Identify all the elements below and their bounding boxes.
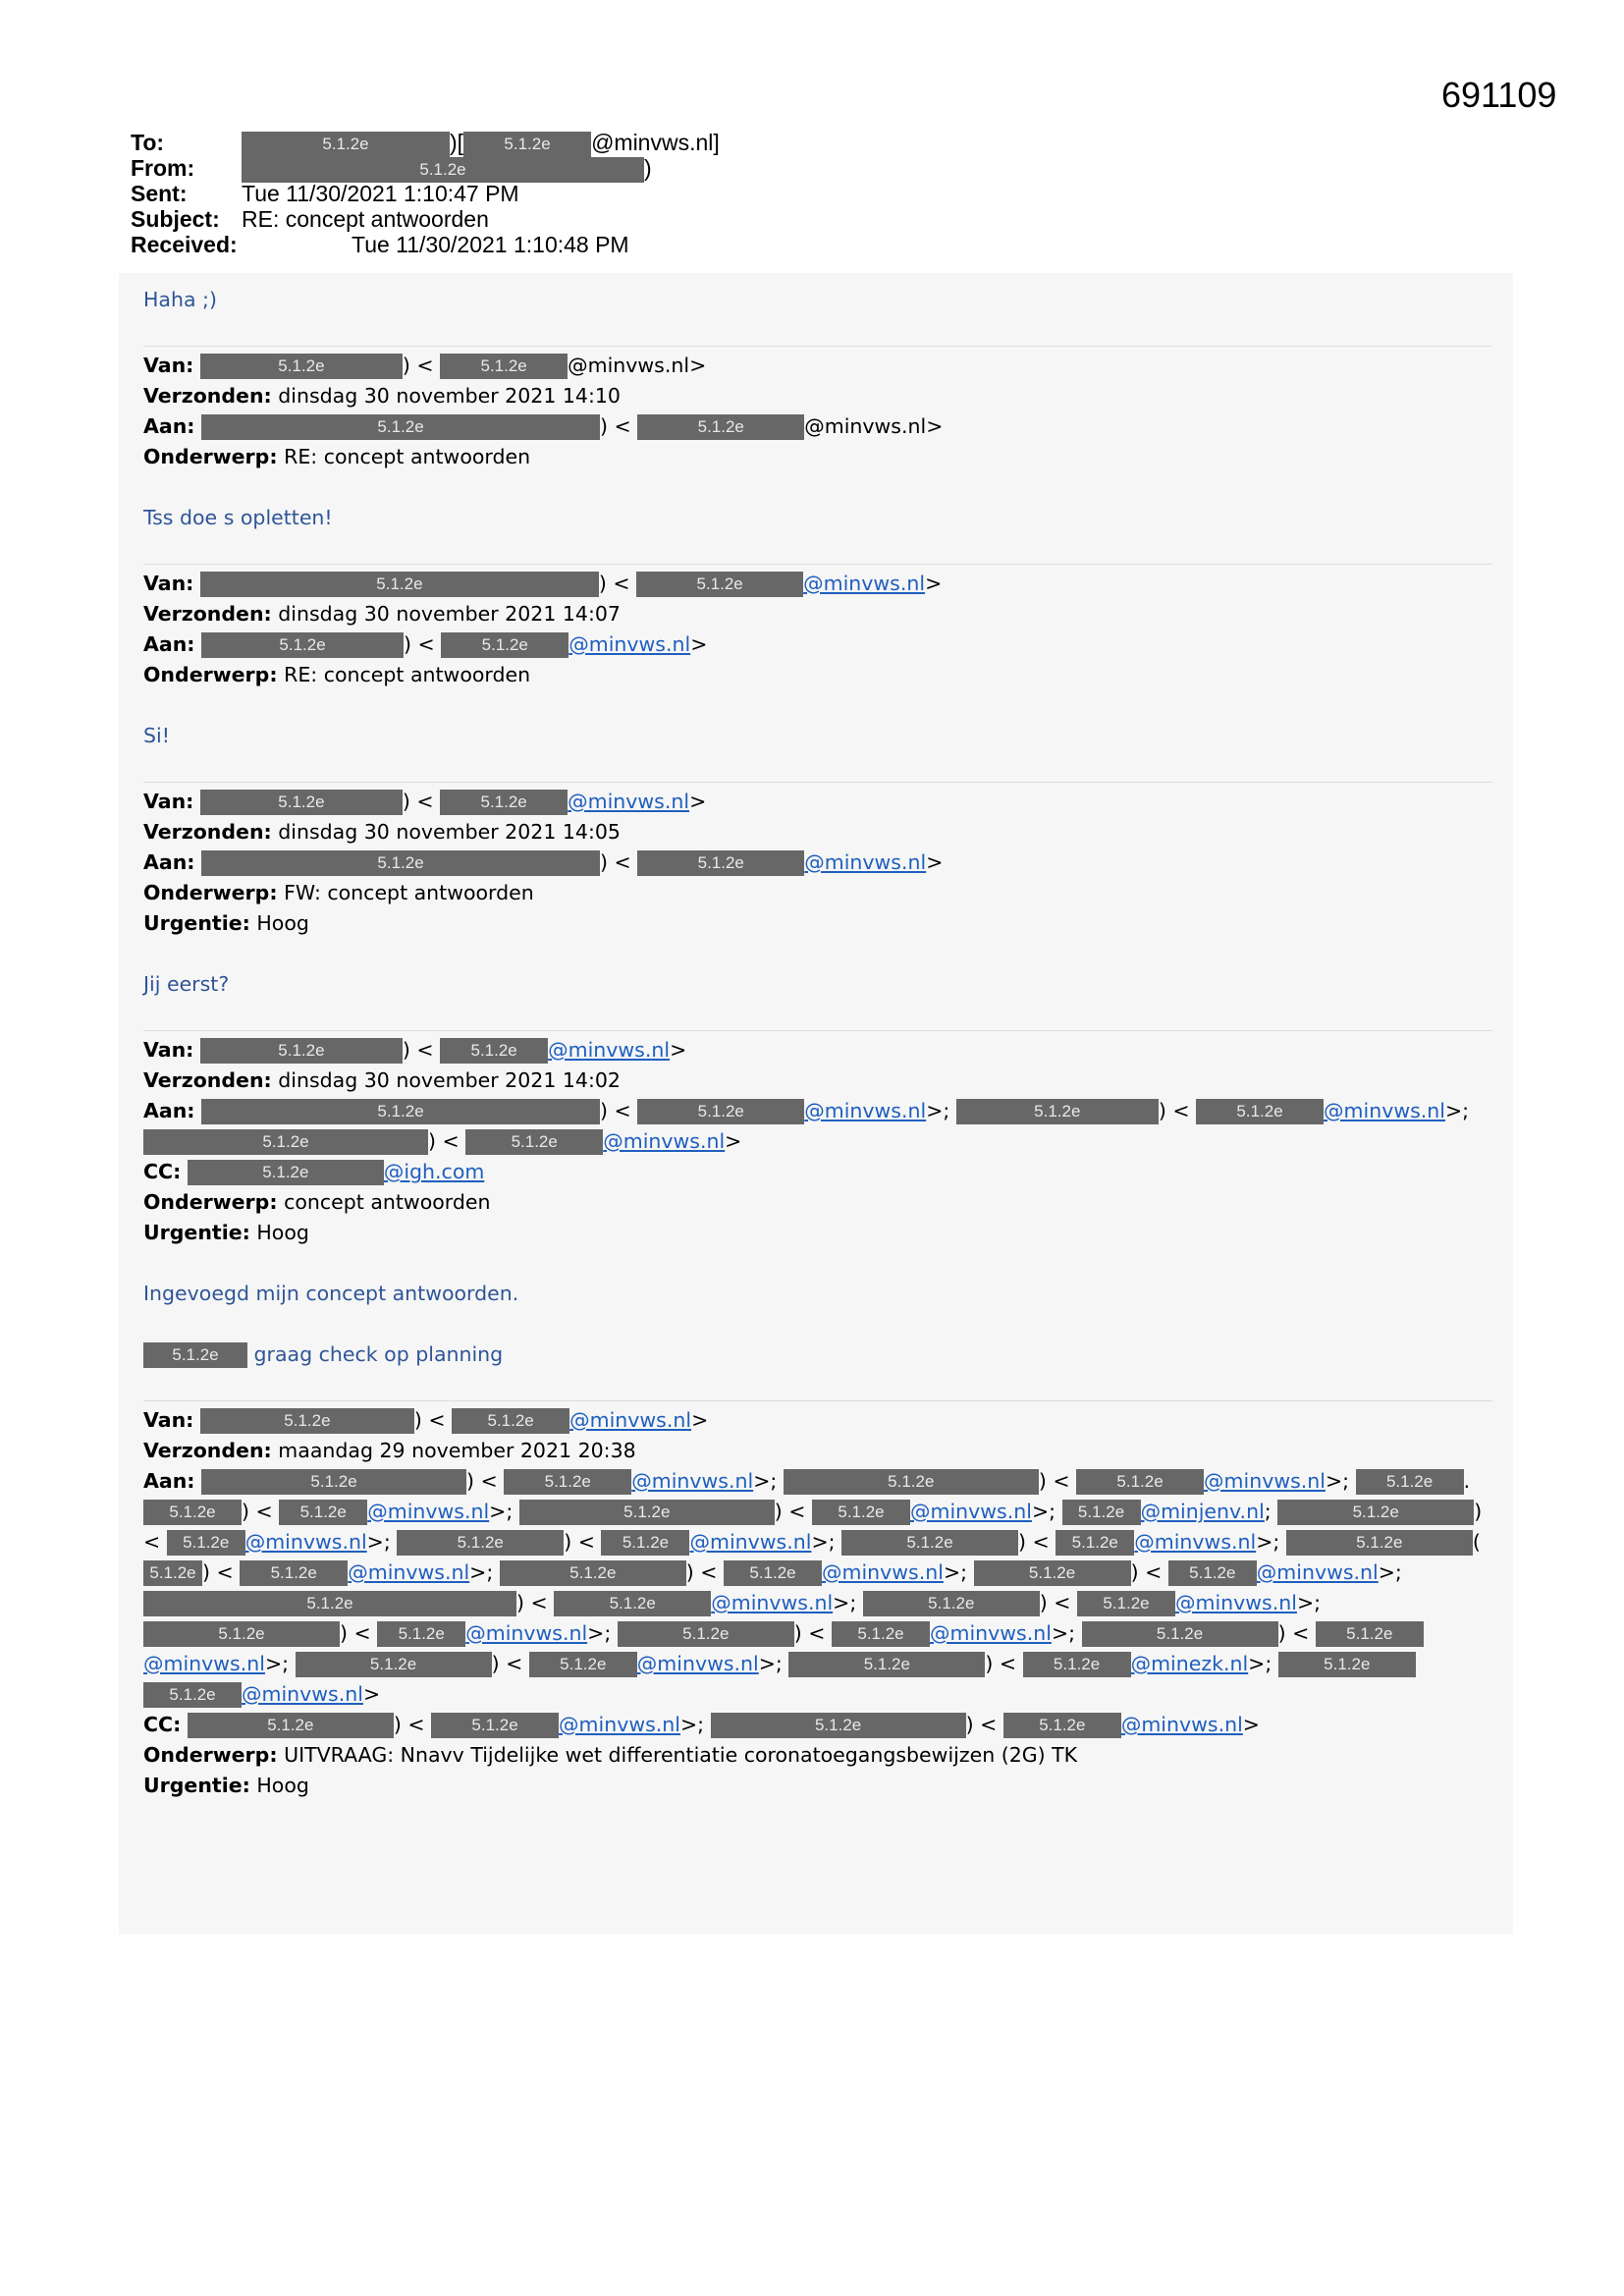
redaction: 5.1.2e: [529, 1652, 637, 1677]
redaction: 5.1.2e: [832, 1621, 930, 1647]
redaction: 5.1.2e: [788, 1652, 985, 1677]
redaction: 5.1.2e: [784, 1469, 1039, 1495]
redaction: 5.1.2e: [143, 1621, 340, 1647]
message-header: Van: 5.1.2e ) < 5.1.2e @minvws.nl> Verzonden: dinsdag 30 november 2021 14:07 Aan: 5.1.2e ) < 5.1.2e @minvws.nl> Onderwerp: RE: concept antwoorden: [143, 564, 1492, 690]
redaction: 5.1.2e: [143, 1500, 242, 1525]
redaction: 5.1.2e: [1278, 1652, 1416, 1677]
email-link[interactable]: @minvws.nl: [568, 790, 690, 813]
email-link[interactable]: @minvws.nl: [1256, 1560, 1379, 1584]
redaction: 5.1.2e: [463, 132, 591, 157]
redaction: 5.1.2e: [143, 1591, 516, 1616]
email-link[interactable]: @minvws.nl: [822, 1560, 944, 1584]
redaction: 5.1.2e: [1062, 1500, 1141, 1525]
redaction: 5.1.2e: [240, 1560, 348, 1586]
message-header: Van: 5.1.2e ) < 5.1.2e @minvws.nl> Verzonden: dinsdag 30 november 2021 14:10 Aan: 5.1.2e ) < 5.1.2e @minvws.nl> Onderwerp: RE: concept antwoorden: [143, 346, 1492, 472]
redaction: 5.1.2e: [637, 1099, 804, 1124]
redaction: 5.1.2e: [636, 572, 803, 597]
redaction: 5.1.2e: [452, 1408, 569, 1434]
message-body: Jij eerst?: [143, 972, 230, 996]
redaction: 5.1.2e: [242, 157, 644, 183]
redaction: 5.1.2e: [500, 1560, 686, 1586]
redaction: 5.1.2e: [201, 414, 600, 440]
redaction: 5.1.2e: [1056, 1530, 1134, 1556]
email-link[interactable]: @minezk.nl: [1130, 1652, 1249, 1675]
message-body: Ingevoegd mijn concept antwoorden.: [143, 1282, 519, 1305]
redaction: 5.1.2e: [1286, 1530, 1473, 1556]
redaction: 5.1.2e: [724, 1560, 822, 1586]
redaction: 5.1.2e: [440, 790, 568, 815]
redaction: 5.1.2e: [296, 1652, 492, 1677]
message-body: Tss doe s opletten!: [143, 506, 333, 529]
redaction: 5.1.2e: [711, 1713, 966, 1738]
redaction: 5.1.2e: [637, 850, 804, 876]
email-link[interactable]: @minvws.nl: [568, 632, 691, 656]
email-link[interactable]: @minvws.nl: [804, 1099, 927, 1122]
redaction: 5.1.2e: [201, 1099, 600, 1124]
email-link[interactable]: @minvws.nl: [1324, 1099, 1445, 1122]
redaction: 5.1.2e: [143, 1682, 242, 1708]
redaction: 5.1.2e: [143, 1560, 202, 1586]
redaction: 5.1.2e: [1168, 1560, 1257, 1586]
redaction: 5.1.2e: [377, 1621, 465, 1647]
redaction: 5.1.2e: [1316, 1621, 1424, 1647]
document-number: 691109: [1441, 75, 1557, 115]
email-link[interactable]: @minvws.nl: [603, 1129, 726, 1153]
email-link[interactable]: @minvws.nl: [1134, 1530, 1257, 1554]
redaction: 5.1.2e: [812, 1500, 910, 1525]
email-link[interactable]: @minvws.nl: [930, 1621, 1052, 1645]
email-link[interactable]: @minvws.nl: [689, 1530, 812, 1554]
email-link[interactable]: @minvws.nl: [242, 1682, 363, 1706]
redaction: 5.1.2e: [440, 354, 568, 379]
redaction: 5.1.2e: [1023, 1652, 1131, 1677]
redaction: 5.1.2e: [1356, 1469, 1464, 1495]
redaction: 5.1.2e: [441, 632, 568, 658]
redaction: 5.1.2e: [167, 1530, 245, 1556]
message-body-line: graag check op planning: [253, 1342, 504, 1366]
redaction: 5.1.2e: [863, 1591, 1040, 1616]
email-link[interactable]: @minvws.nl: [1175, 1591, 1297, 1614]
message-header: Van: 5.1.2e ) < 5.1.2e @minvws.nl> Verzonden: dinsdag 30 november 2021 14:02 Aan: 5.1.2e ) < 5.1.2e @minvws.nl>; 5.1.2e ) < 5.1.2e @minvws.nl>; 5.1.2e ) < 5.1.2e @minvws.nl> CC: 5.1.2e @igh.com Onderwerp: concept antwoorden Urgentie: Hoog: [143, 1030, 1492, 1248]
redaction: 5.1.2e: [554, 1591, 711, 1616]
message-header: Van: 5.1.2e ) < 5.1.2e @minvws.nl> Verzonden: maandag 29 november 2021 20:38 Aan: 5.1.2e ) < 5.1.2e @minvws.nl>; 5.1.2e ) < 5.1.2e @minvws.nl>; 5.1.2e . 5.1.2e ) < 5.1.2e @minvws.nl>; 5.1.2e ) < 5.1.2e @minvws.nl>; 5.1.2e @minjenv.nl; 5.1.2e ) < 5.1.2e @minvws.nl>; 5.1.2e ) < 5.1.2e @minvws.nl>; 5.1.2e ) < 5.1.2e @minvws.nl>; 5.1.2e ( 5.1.2e ) < 5.1.2e @minvws.nl>; 5.1.2e ) < 5.1.2e @minvws.nl>; 5.1.2e ) < 5.1.2e @minvws.nl>; 5.1.2e ) < 5.1.2e @minvws.nl>; 5.1.2e ) < 5.1.2e @minvws.nl>; 5.1.2e ) < 5.1.2e @minvws.nl>; 5.1.2e ) < 5.1.2e @minvws.nl>; 5.1.2e ) < 5.1.2e@minvws.nl>; 5.1.2e ) < 5.1.2e @minvws.nl>; 5.1.2e ) < 5.1.2e @minezk.nl>; 5.1.2e 5.1.2e @minvws.nl> CC: 5.1.2e ) < 5.1.2e @minvws.nl>; 5.1.2e ) < 5.1.2e @minvws.nl> Onderwerp: UITVRAAG: Nnavv Tijdelijke wet differentiatie coronatoegangsbewijzen (2G) TK Urgentie: Hoog: [143, 1400, 1492, 1801]
redaction: 5.1.2e: [601, 1530, 689, 1556]
email-link[interactable]: @minvws.nl: [1120, 1713, 1243, 1736]
redaction: 5.1.2e: [143, 1129, 428, 1155]
redaction: 5.1.2e: [618, 1621, 794, 1647]
email-link[interactable]: @minvws.nl: [711, 1591, 834, 1614]
redaction: 5.1.2e: [974, 1560, 1131, 1586]
redaction: 5.1.2e: [637, 414, 804, 440]
redaction: 5.1.2e: [519, 1500, 775, 1525]
email-link[interactable]: @minvws.nl: [559, 1713, 680, 1736]
redaction: 5.1.2e: [956, 1099, 1159, 1124]
email-link[interactable]: @minvws.nl: [367, 1500, 490, 1523]
redaction: 5.1.2e: [431, 1713, 559, 1738]
redaction: 5.1.2e: [201, 850, 600, 876]
redaction: 5.1.2e: [242, 132, 450, 157]
redaction: 5.1.2e: [201, 1469, 466, 1495]
redaction: 5.1.2e: [143, 1342, 247, 1368]
redaction: 5.1.2e: [200, 354, 403, 379]
redaction: 5.1.2e: [200, 1408, 414, 1434]
email-link[interactable]: @minjenv.nl: [1140, 1500, 1265, 1523]
email-link[interactable]: @minvws.nl: [143, 1652, 265, 1675]
email-link[interactable]: @minvws.nl: [636, 1652, 759, 1675]
email-link[interactable]: @minvws.nl: [631, 1469, 754, 1493]
redaction: 5.1.2e: [1082, 1621, 1278, 1647]
email-link[interactable]: @minvws.nl: [348, 1560, 470, 1584]
email-link[interactable]: @minvws.nl: [244, 1530, 367, 1554]
redaction: 5.1.2e: [504, 1469, 631, 1495]
redaction: 5.1.2e: [188, 1160, 384, 1185]
redaction: 5.1.2e: [200, 572, 599, 597]
email-thread: [143, 285, 1492, 1801]
redaction: 5.1.2e: [440, 1038, 548, 1064]
email-link[interactable]: @minvws.nl: [569, 1408, 692, 1432]
redaction: 5.1.2e: [1077, 1591, 1175, 1616]
message-body: Si!: [143, 724, 170, 747]
redaction: 5.1.2e: [1076, 1469, 1204, 1495]
email-link[interactable]: @minvws.nl: [910, 1500, 1032, 1523]
redaction: 5.1.2e: [188, 1713, 394, 1738]
message-body: Haha ;): [143, 288, 217, 311]
redaction: 5.1.2e: [200, 1038, 403, 1064]
redaction: 5.1.2e: [1196, 1099, 1324, 1124]
email-link[interactable]: @minvws.nl: [548, 1038, 671, 1062]
redaction: 5.1.2e: [201, 632, 404, 658]
email-link[interactable]: @minvws.nl: [804, 850, 927, 874]
redaction: 5.1.2e: [1277, 1500, 1474, 1525]
email-link[interactable]: @minvws.nl: [465, 1621, 588, 1645]
redaction: 5.1.2e: [397, 1530, 564, 1556]
email-link[interactable]: @minvws.nl: [803, 572, 926, 595]
redaction: 5.1.2e: [200, 790, 403, 815]
redaction: 5.1.2e: [1003, 1713, 1121, 1738]
redaction: 5.1.2e: [279, 1500, 367, 1525]
email-link[interactable]: @minvws.nl: [1204, 1469, 1326, 1493]
redaction: 5.1.2e: [841, 1530, 1018, 1556]
redaction: 5.1.2e: [465, 1129, 603, 1155]
email-link[interactable]: @igh.com: [383, 1160, 485, 1183]
message-header: Van: 5.1.2e ) < 5.1.2e @minvws.nl> Verzonden: dinsdag 30 november 2021 14:05 Aan: 5.1.2e ) < 5.1.2e @minvws.nl> Onderwerp: FW: concept antwoorden Urgentie: Hoog: [143, 782, 1492, 939]
